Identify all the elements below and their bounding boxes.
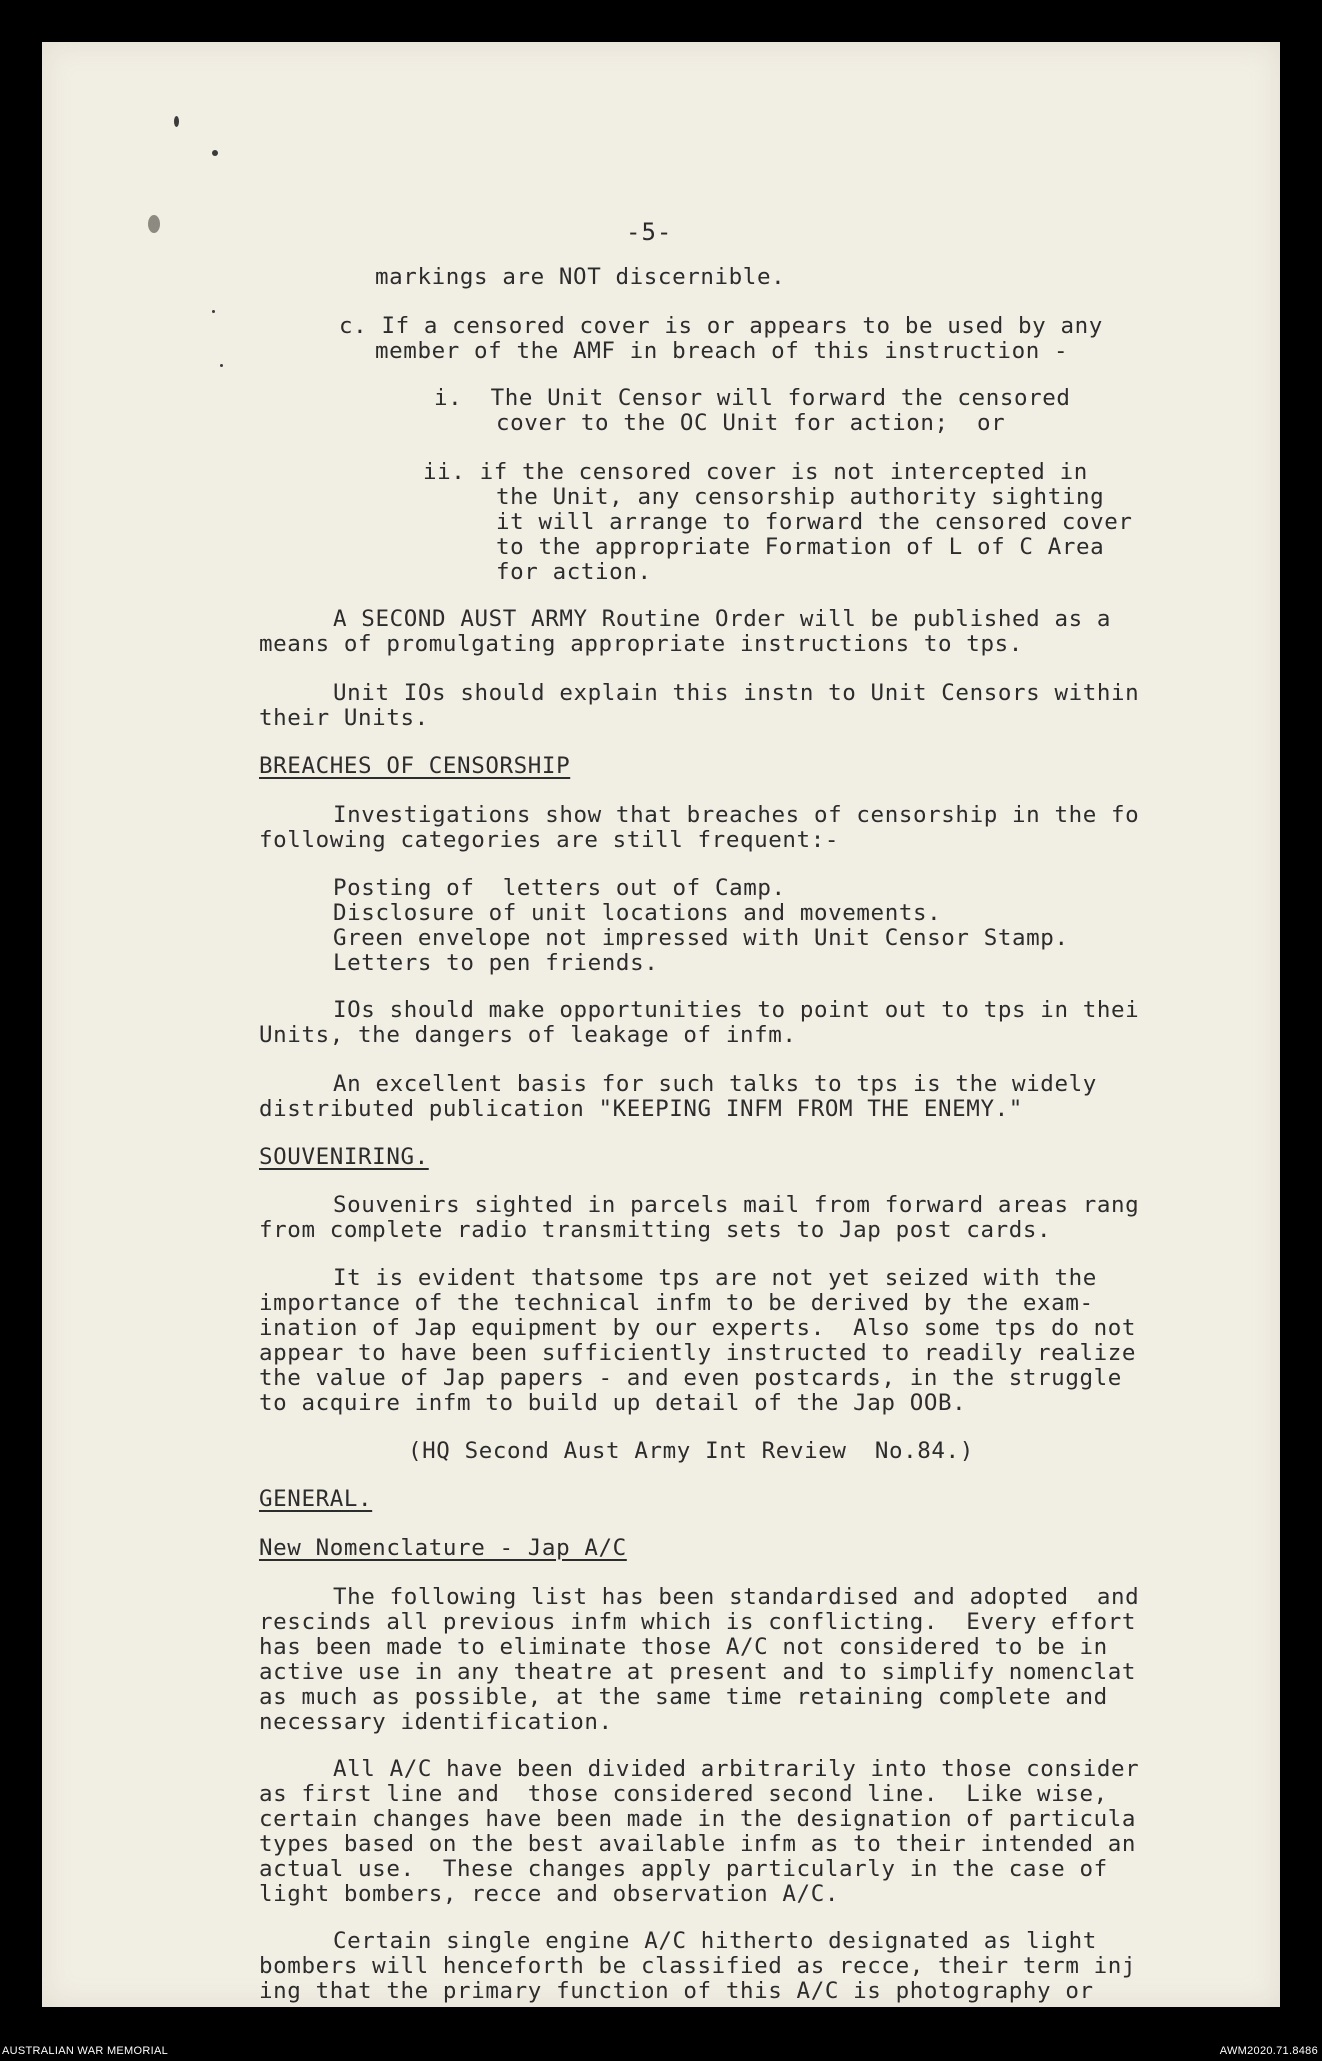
footer-catalogue-id: AWM2020.71.8486 [1219,2045,1318,2057]
text-line: means of promulgating appropriate instructions to tps. [259,631,1023,657]
text-line: bombers will henceforth be classified as recce, their term inj [259,1953,1137,1979]
text-line: ination of Jap equipment by our experts. Also some tps do not [259,1315,1137,1341]
list-item: Posting of letters out of Camp. [333,875,786,901]
text-line: their Units. [259,705,429,731]
text-line: following categories are still frequent:- [259,827,839,853]
text-line: member of the AMF in breach of this instruction - [375,338,1069,364]
paper-blemish [148,215,160,233]
paper-blemish [174,116,179,127]
list-item: Disclosure of unit locations and movements. [333,900,942,926]
page-number: -5- [626,218,673,246]
text-line: All A/C have been divided arbitrarily into those consider [333,1756,1140,1782]
text-line: light bombers, recce and observation A/C. [259,1881,839,1907]
text-line: c. If a censored cover is or appears to be used by any [339,313,1103,339]
paper-blemish [212,310,215,313]
text-line: A SECOND AUST ARMY Routine Order will be published as a [333,606,1112,632]
text-line: certain changes have been made in the designation of particula [259,1806,1137,1832]
text-line: ing that the primary function of this A/C is photography or [259,1978,1094,2004]
list-item: Letters to pen friends. [333,950,659,976]
text-line: Certain single engine A/C hitherto designated as light [333,1928,1097,1954]
subheading-new-nomenclature: New Nomenclature - Jap A/C [259,1535,627,1561]
text-line: Units, the dangers of leakage of infm. [259,1022,797,1048]
text-line: the value of Jap papers - and even postcards, in the struggle [259,1365,1122,1391]
text-line: Unit IOs should explain this instn to Unit Censors within [333,680,1140,706]
text-line: distributed publication "KEEPING INFM FROM THE ENEMY." [259,1096,1023,1122]
text-line: cover to the OC Unit for action; or [496,410,1006,436]
section-heading-breaches: BREACHES OF CENSORSHIP [259,753,571,779]
text-line: IOs should make opportunities to point out to tps in thei [333,997,1140,1023]
text-line: i. The Unit Censor will forward the censored [434,385,1071,411]
text-line: to acquire infm to build up detail of the Jap OOB. [259,1390,967,1416]
text-line: types based on the best available infm as to their intended an [259,1831,1137,1857]
footer-source-label: AUSTRALIAN WAR MEMORIAL [2,2045,169,2057]
text-line: Investigations show that breaches of censorship in the fo [333,802,1140,828]
text-line: actual use. These changes apply particularly in the case of [259,1856,1108,1882]
text-line: necessary identification. [259,1709,613,1735]
text-line: the Unit, any censorship authority sighting [496,484,1105,510]
list-item: Green envelope not impressed with Unit Censor Stamp. [333,925,1069,951]
paper-blemish [220,364,223,367]
text-line: as first line and those considered second line. Like wise, [259,1781,1108,1807]
text-line: as much as possible, at the same time retaining complete and [259,1684,1108,1710]
paper-blemish [212,150,218,156]
section-heading-souveniring: SOUVENIRING. [259,1144,429,1170]
text-line: ii. if the censored cover is not intercepted in [423,459,1088,485]
text-line: active use in any theatre at present and to simplify nomenclat [259,1659,1137,1685]
text-line: it will arrange to forward the censored cover [496,509,1133,535]
text-line: importance of the technical infm to be derived by the exam- [259,1290,1094,1316]
text-line: An excellent basis for such talks to tps is the widely [333,1071,1097,1097]
text-line: to the appropriate Formation of L of C Area [496,534,1105,560]
text-line: rescinds all previous infm which is conflicting. Every effort [259,1609,1137,1635]
text-line: It is evident thatsome tps are not yet seized with the [333,1265,1097,1291]
source-citation: (HQ Second Aust Army Int Review No.84.) [408,1438,974,1464]
text-line: from complete radio transmitting sets to Jap post cards. [259,1217,1052,1243]
text-line: has been made to eliminate those A/C not considered to be in [259,1634,1108,1660]
text-line: Souvenirs sighted in parcels mail from forward areas rang [333,1192,1140,1218]
text-line: The following list has been standardised and adopted and [333,1584,1140,1610]
text-line: appear to have been sufficiently instructed to readily realize [259,1340,1137,1366]
text-line: markings are NOT discernible. [375,264,786,290]
text-line: for action. [496,559,652,585]
section-heading-general: GENERAL. [259,1486,373,1512]
